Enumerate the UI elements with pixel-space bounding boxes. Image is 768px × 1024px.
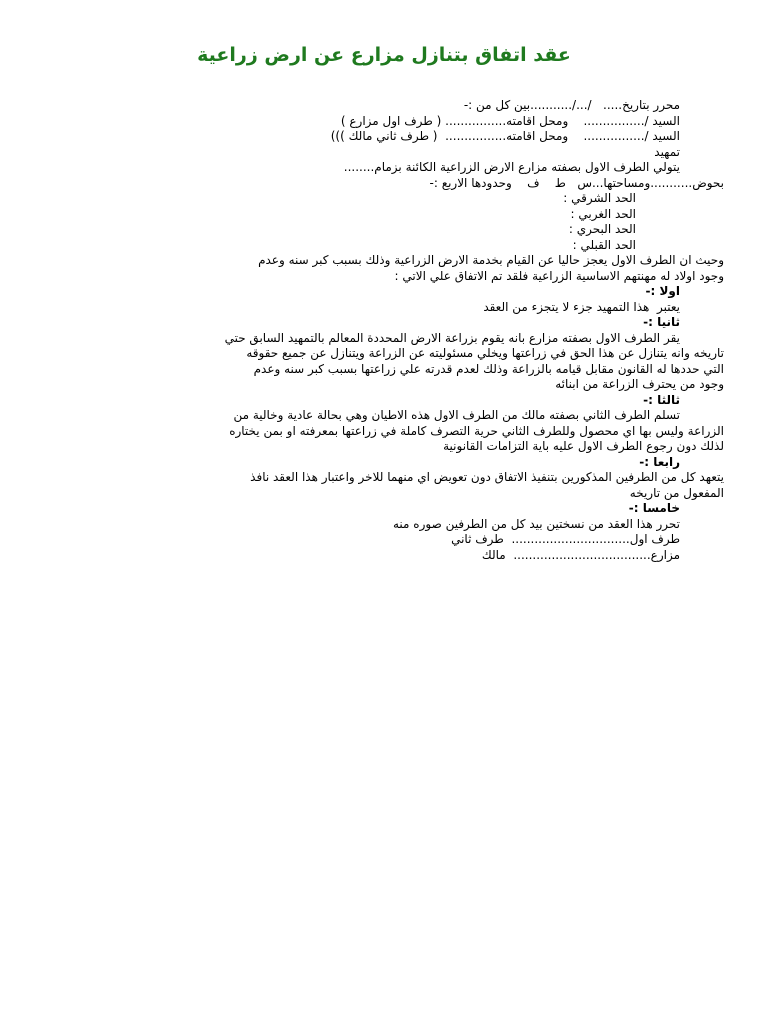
clause-four-heading: رابعا :- [639, 454, 680, 469]
clause-five-text: تحرر هذا العقد من نسختين بيد كل من الطرفين صوره منه [392, 516, 680, 531]
clause-two-heading: ثانيا :- [643, 315, 680, 329]
clause-three-text-2: الزراعة وليس بها اي محصول وللطرف الثاني حرية التصرف كاملة في زراعتها بمعرفته او بمن يختاره [229, 423, 724, 438]
clause-one-text: يعتبر هذا التمهيد جزء لا يتجزء من العقد [483, 299, 680, 314]
south-border-line: الحد القبلي : [572, 237, 636, 252]
land-location-line: بحوض...........ومساحتها...س ط ف وحدودها الاربع :- [429, 175, 724, 190]
document-title: عقد اتفاق بتنازل مزارع عن ارض زراعية [197, 44, 571, 66]
clause-two-text-1: يقر الطرف الاول بصفته مزارع بانه يقوم بزراعة الارض المحددة المعالم بالتمهيد السابق حتي [224, 330, 680, 345]
clause-three-text-1: تسلم الطرف الثاني بصفته مالك من الطرف الاول هذه الاطيان وهي بحالة عادية وخالية من [233, 408, 680, 422]
clause-three-heading: ثالثا :- [643, 392, 680, 407]
east-border-line: الحد الشرقي : [563, 191, 636, 205]
north-border-line: الحد البحري : [568, 222, 636, 236]
clause-two-text-3: التي حددها له القانون مقابل قيامه بالزراعة وذلك لعدم قدرته علي زراعتها بسبب كبر سنه وعدم [253, 361, 724, 376]
clause-three-text-3: لذلك دون رجوع الطرف الاول عليه باية التزامات القانونية [443, 439, 724, 453]
clause-two-text-4: وجود من يحترف الزراعة من ابنائه [555, 377, 724, 391]
preamble-text: يتولي الطرف الاول بصفته مزارع الارض الزراعية الكائنة بزمام........ [343, 160, 680, 174]
preamble-heading: تمهيد [654, 144, 680, 159]
clause-four-text-1: يتعهد كل من الطرفين المذكورين بتنفيذ الاتفاق دون تعويض اي منهما للاخر واعتبار هذا العقد نافذ [250, 470, 724, 484]
whereas-line-1: وحيث ان الطرف الاول يعجز حاليا عن القيام بخدمة الارض الزراعية وذلك بسبب كبر سنه وعدم [258, 253, 724, 267]
contract-date-line: محرر بتاريخ..... /.../...........بين كل من :- [463, 98, 680, 112]
signature-line-parties: طرف اول............................... طرف ثاني [451, 532, 680, 546]
second-party-line: السيد /................ ومحل اقامته................ ( طرف ثاني مالك ))) [330, 129, 680, 143]
clause-five-heading: خامسا :- [628, 501, 680, 515]
contract-body [110, 98, 724, 563]
clause-two-text-2: تاريخه وانه يتنازل عن هذا الحق في زراعتها ويخلي مسئوليته عن الزراعة ويتنازل عن جميع حقوقه [246, 346, 724, 360]
clause-one-heading: اولا :- [645, 284, 680, 298]
whereas-line-2: وجود اولاد له مهنتهم الاساسية الزراعية فلقد تم الاتفاق علي الاتي : [394, 268, 724, 283]
signature-line-roles: مزارع.................................... مالك [481, 547, 680, 562]
west-border-line: الحد الغربي : [570, 206, 636, 221]
clause-four-text-2: المفعول من تاريخه [629, 485, 724, 500]
first-party-line: السيد /................ ومحل اقامته................ ( طرف اول مزارع ) [340, 113, 680, 128]
